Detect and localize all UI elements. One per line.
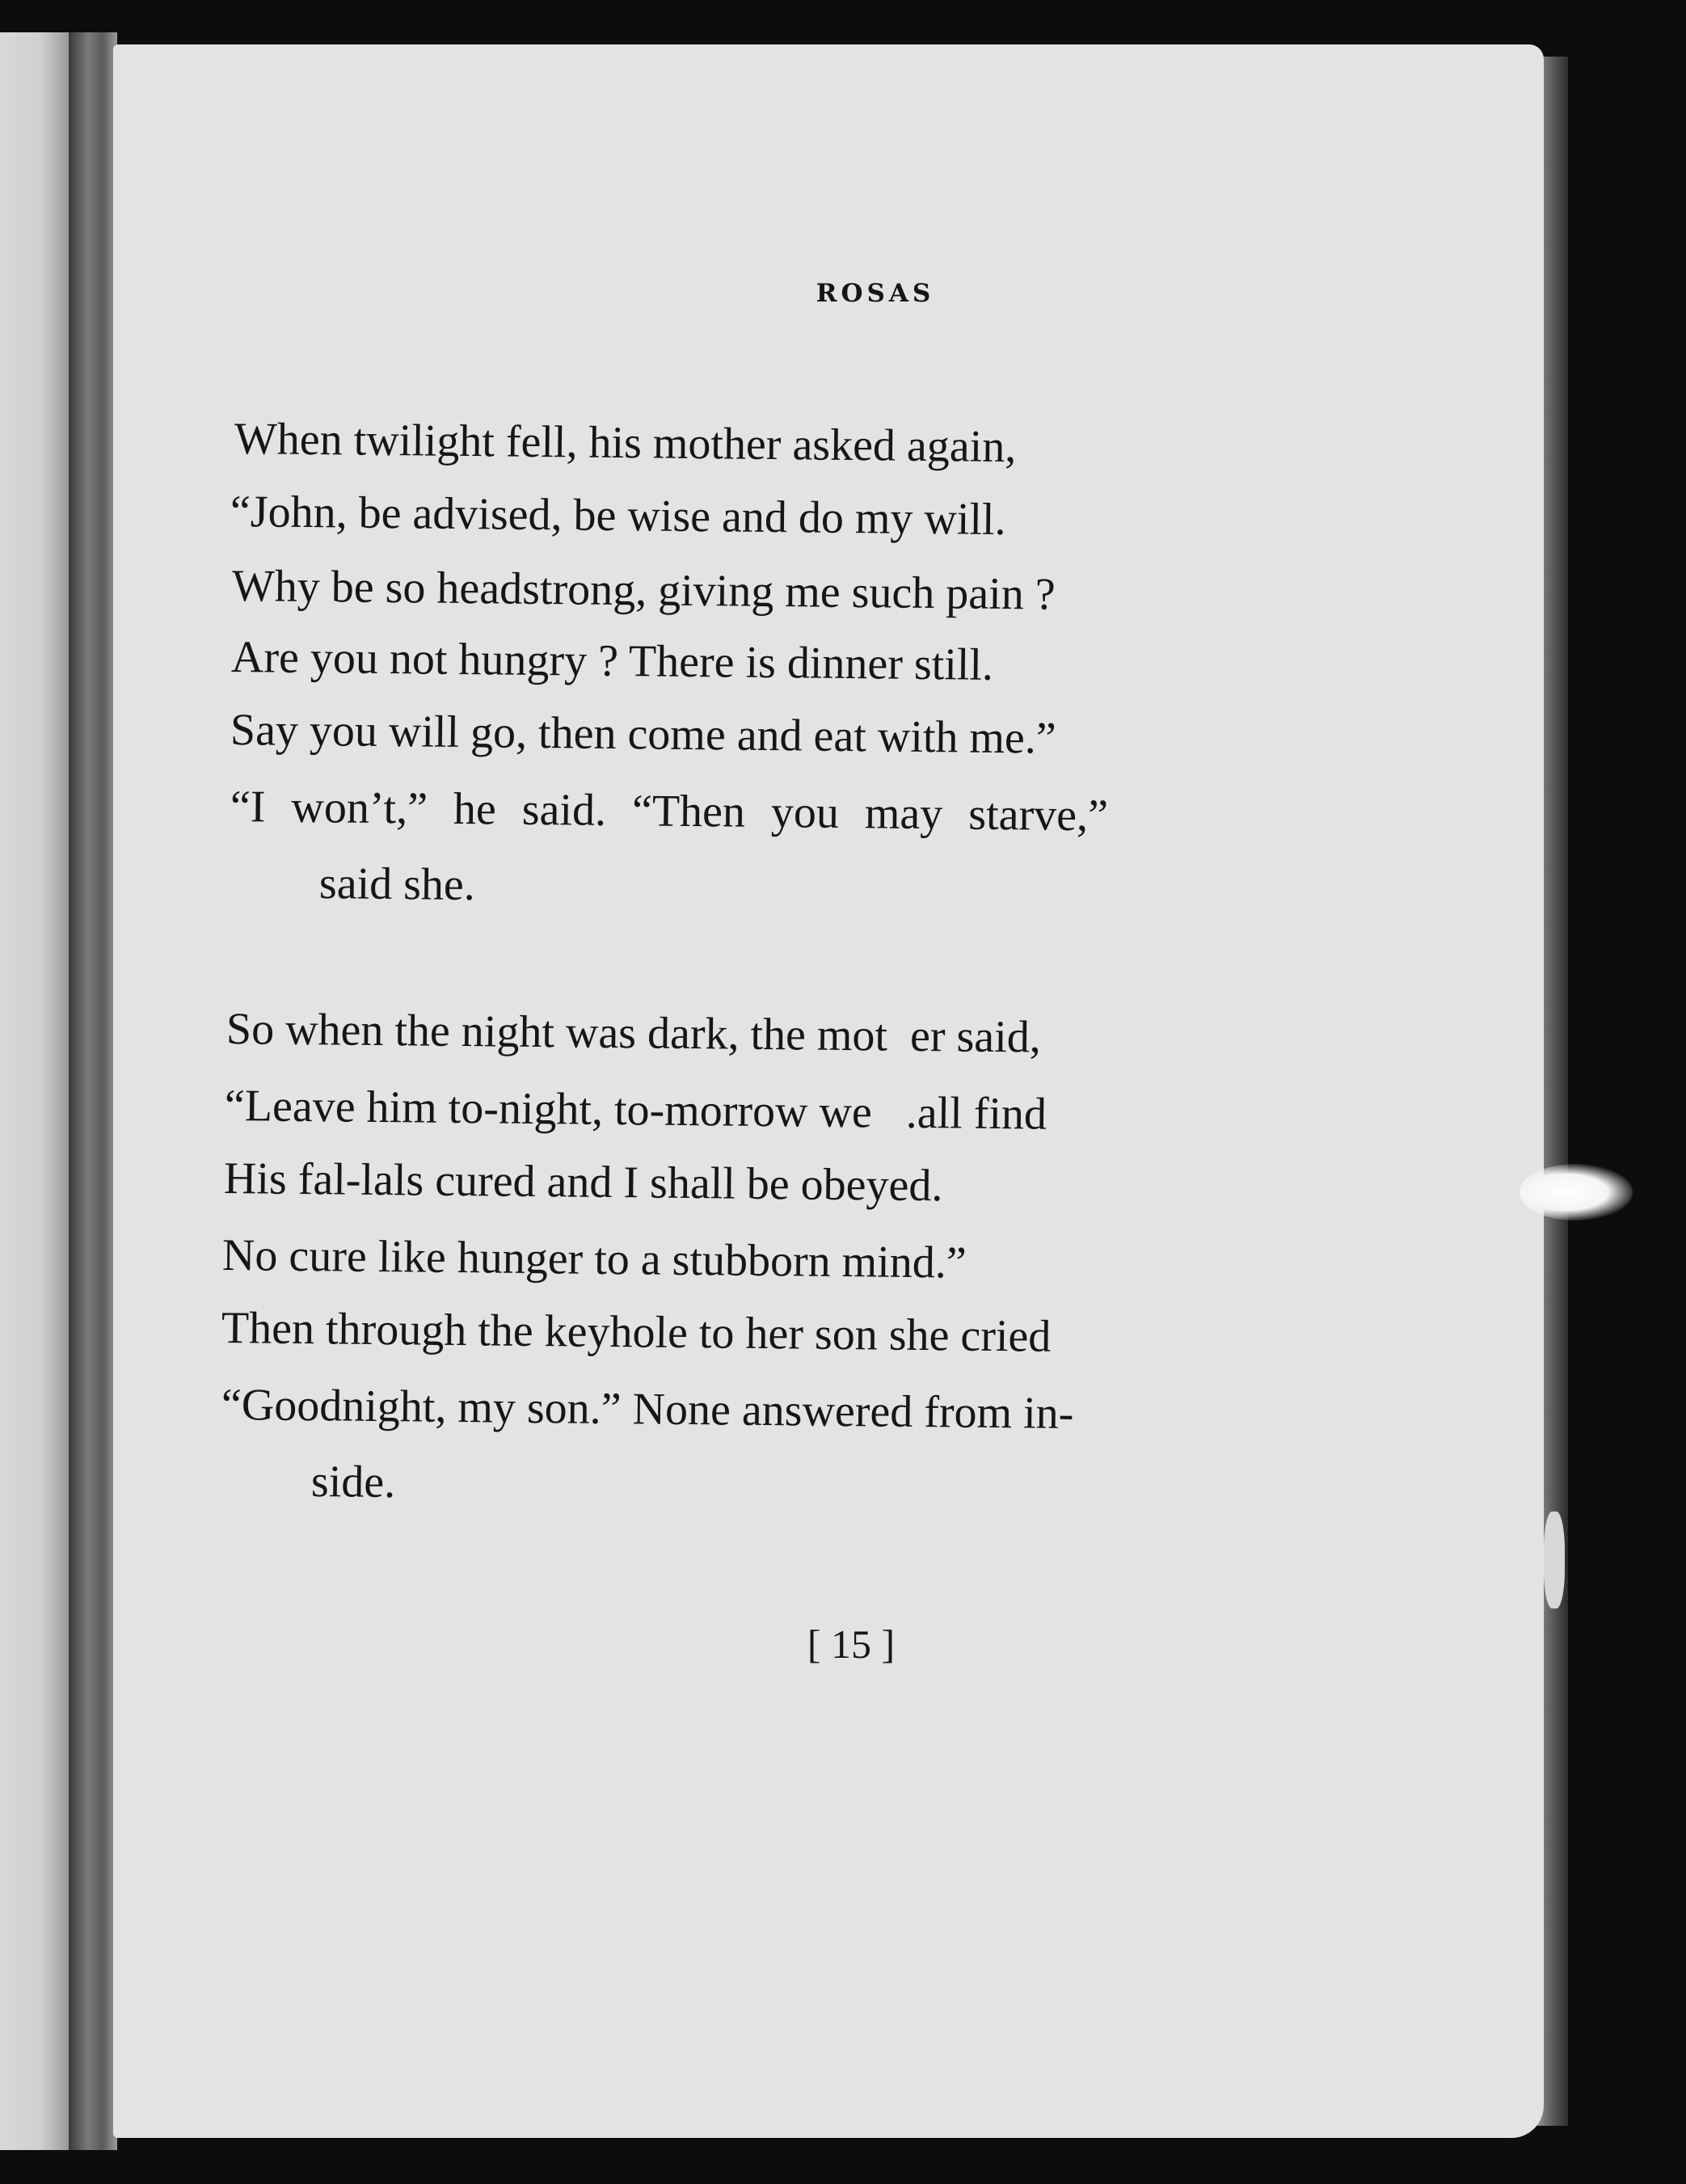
poem-line: No cure like hunger to a stubborn mind.” — [221, 1230, 967, 1288]
poem-line: His fal-lals cured and I shall be obeyed. — [223, 1153, 943, 1212]
poem-line: said she. — [318, 858, 476, 911]
poem-line: Say you will go, then come and eat with me.” — [230, 705, 1057, 764]
poem-line: Why be so headstrong, giving me such pain ? — [231, 561, 1056, 620]
poem-line: When twilight fell, his mother asked again, — [234, 414, 1017, 473]
poem-line: Are you not hungry ? There is dinner still. — [230, 632, 994, 690]
poem-line: side. — [310, 1457, 396, 1508]
page-number: [ 15 ] — [807, 1621, 896, 1667]
poem-line: “John, be advised, be wise and do my will. — [230, 487, 1006, 546]
poem-line: “I won’t,” he said. “Then you may starve,” — [230, 782, 1109, 841]
poem-line: So when the night was dark, the mot er said, — [226, 1004, 1042, 1063]
facing-page-edge — [0, 32, 69, 2150]
running-head: ROSAS — [816, 279, 935, 308]
poem-line: “Goodnight, my son.” None answered from in- — [221, 1380, 1074, 1440]
poem-line: “Leave him to-night, to-morrow we .all find — [224, 1081, 1047, 1140]
book-gutter — [69, 32, 117, 2150]
edge-spot — [1544, 1512, 1565, 1608]
poem-line: Then through the keyhole to her son she cried — [221, 1303, 1052, 1362]
light-glare — [1520, 1164, 1633, 1221]
